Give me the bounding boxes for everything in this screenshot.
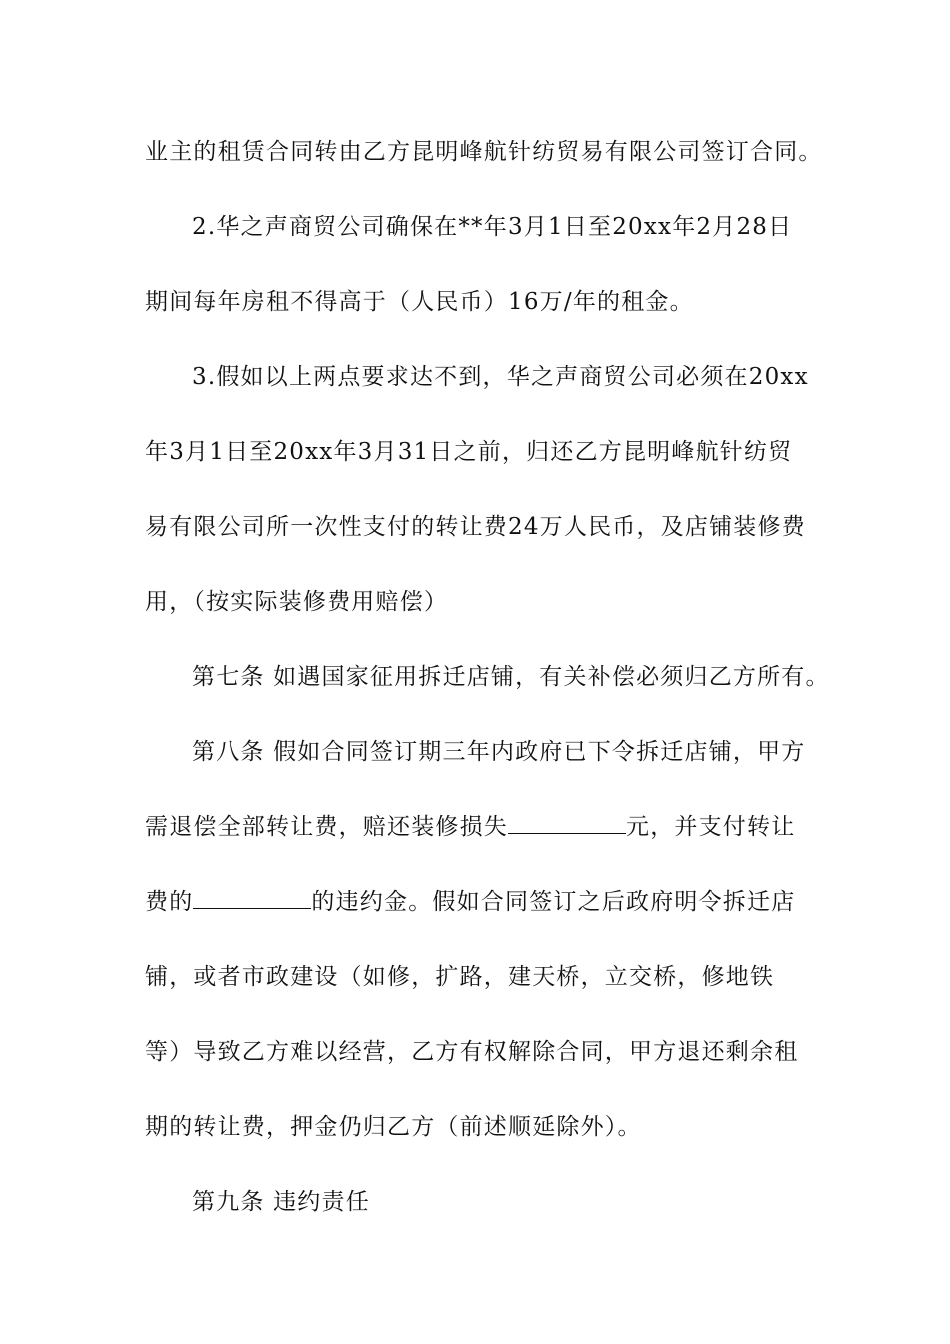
text-line-with-blank xyxy=(145,887,845,917)
fill-in-blank xyxy=(508,813,626,834)
text-segment: 的违约金。假如合同签订之后政府明令拆迁店 xyxy=(311,889,796,915)
text-line: 期间每年房租不得高于（人民币）16万/年的租金。 xyxy=(145,289,694,315)
text-line: 铺，或者市政建设（如修，扩路，建天桥，立交桥，修地铁 xyxy=(145,964,775,990)
text-segment: 需退偿全部转让费，赔还装修损失 xyxy=(145,814,508,840)
text-line: 期的转让费，押金仍归乙方（前述顺延除外）。 xyxy=(145,1114,642,1140)
text-line: 年3月1日至20xx年3月31日之前，归还乙方昆明峰航针纺贸 xyxy=(145,439,793,465)
text-line: 第八条 假如合同签订期三年内政府已下令拆迁店铺，甲方 xyxy=(192,739,806,765)
text-line: 2.华之声商贸公司确保在**年3月1日至20xx年2月28日 xyxy=(192,214,793,240)
text-segment: 元，并支付转让 xyxy=(626,814,796,840)
text-segment: 费的 xyxy=(145,889,194,915)
fill-in-blank xyxy=(193,888,311,909)
text-line: 用，（按实际装修费用赔偿） xyxy=(145,589,449,615)
text-line: 易有限公司所一次性支付的转让费24万人民币，及店铺装修费 xyxy=(145,514,806,540)
text-line: 业主的租赁合同转由乙方昆明峰航针纺贸易有限公司签订合同。 xyxy=(145,139,823,165)
text-line-with-blank xyxy=(145,812,845,842)
text-line: 等）导致乙方难以经营，乙方有权解除合同，甲方退还剩余租 xyxy=(145,1039,799,1065)
text-line: 3.假如以上两点要求达不到，华之声商贸公司必须在20xx xyxy=(192,364,809,390)
text-line: 第七条 如遇国家征用拆迁店铺，有关补偿必须归乙方所有。 xyxy=(192,664,830,690)
section-heading: 第九条 违约责任 xyxy=(192,1189,370,1215)
